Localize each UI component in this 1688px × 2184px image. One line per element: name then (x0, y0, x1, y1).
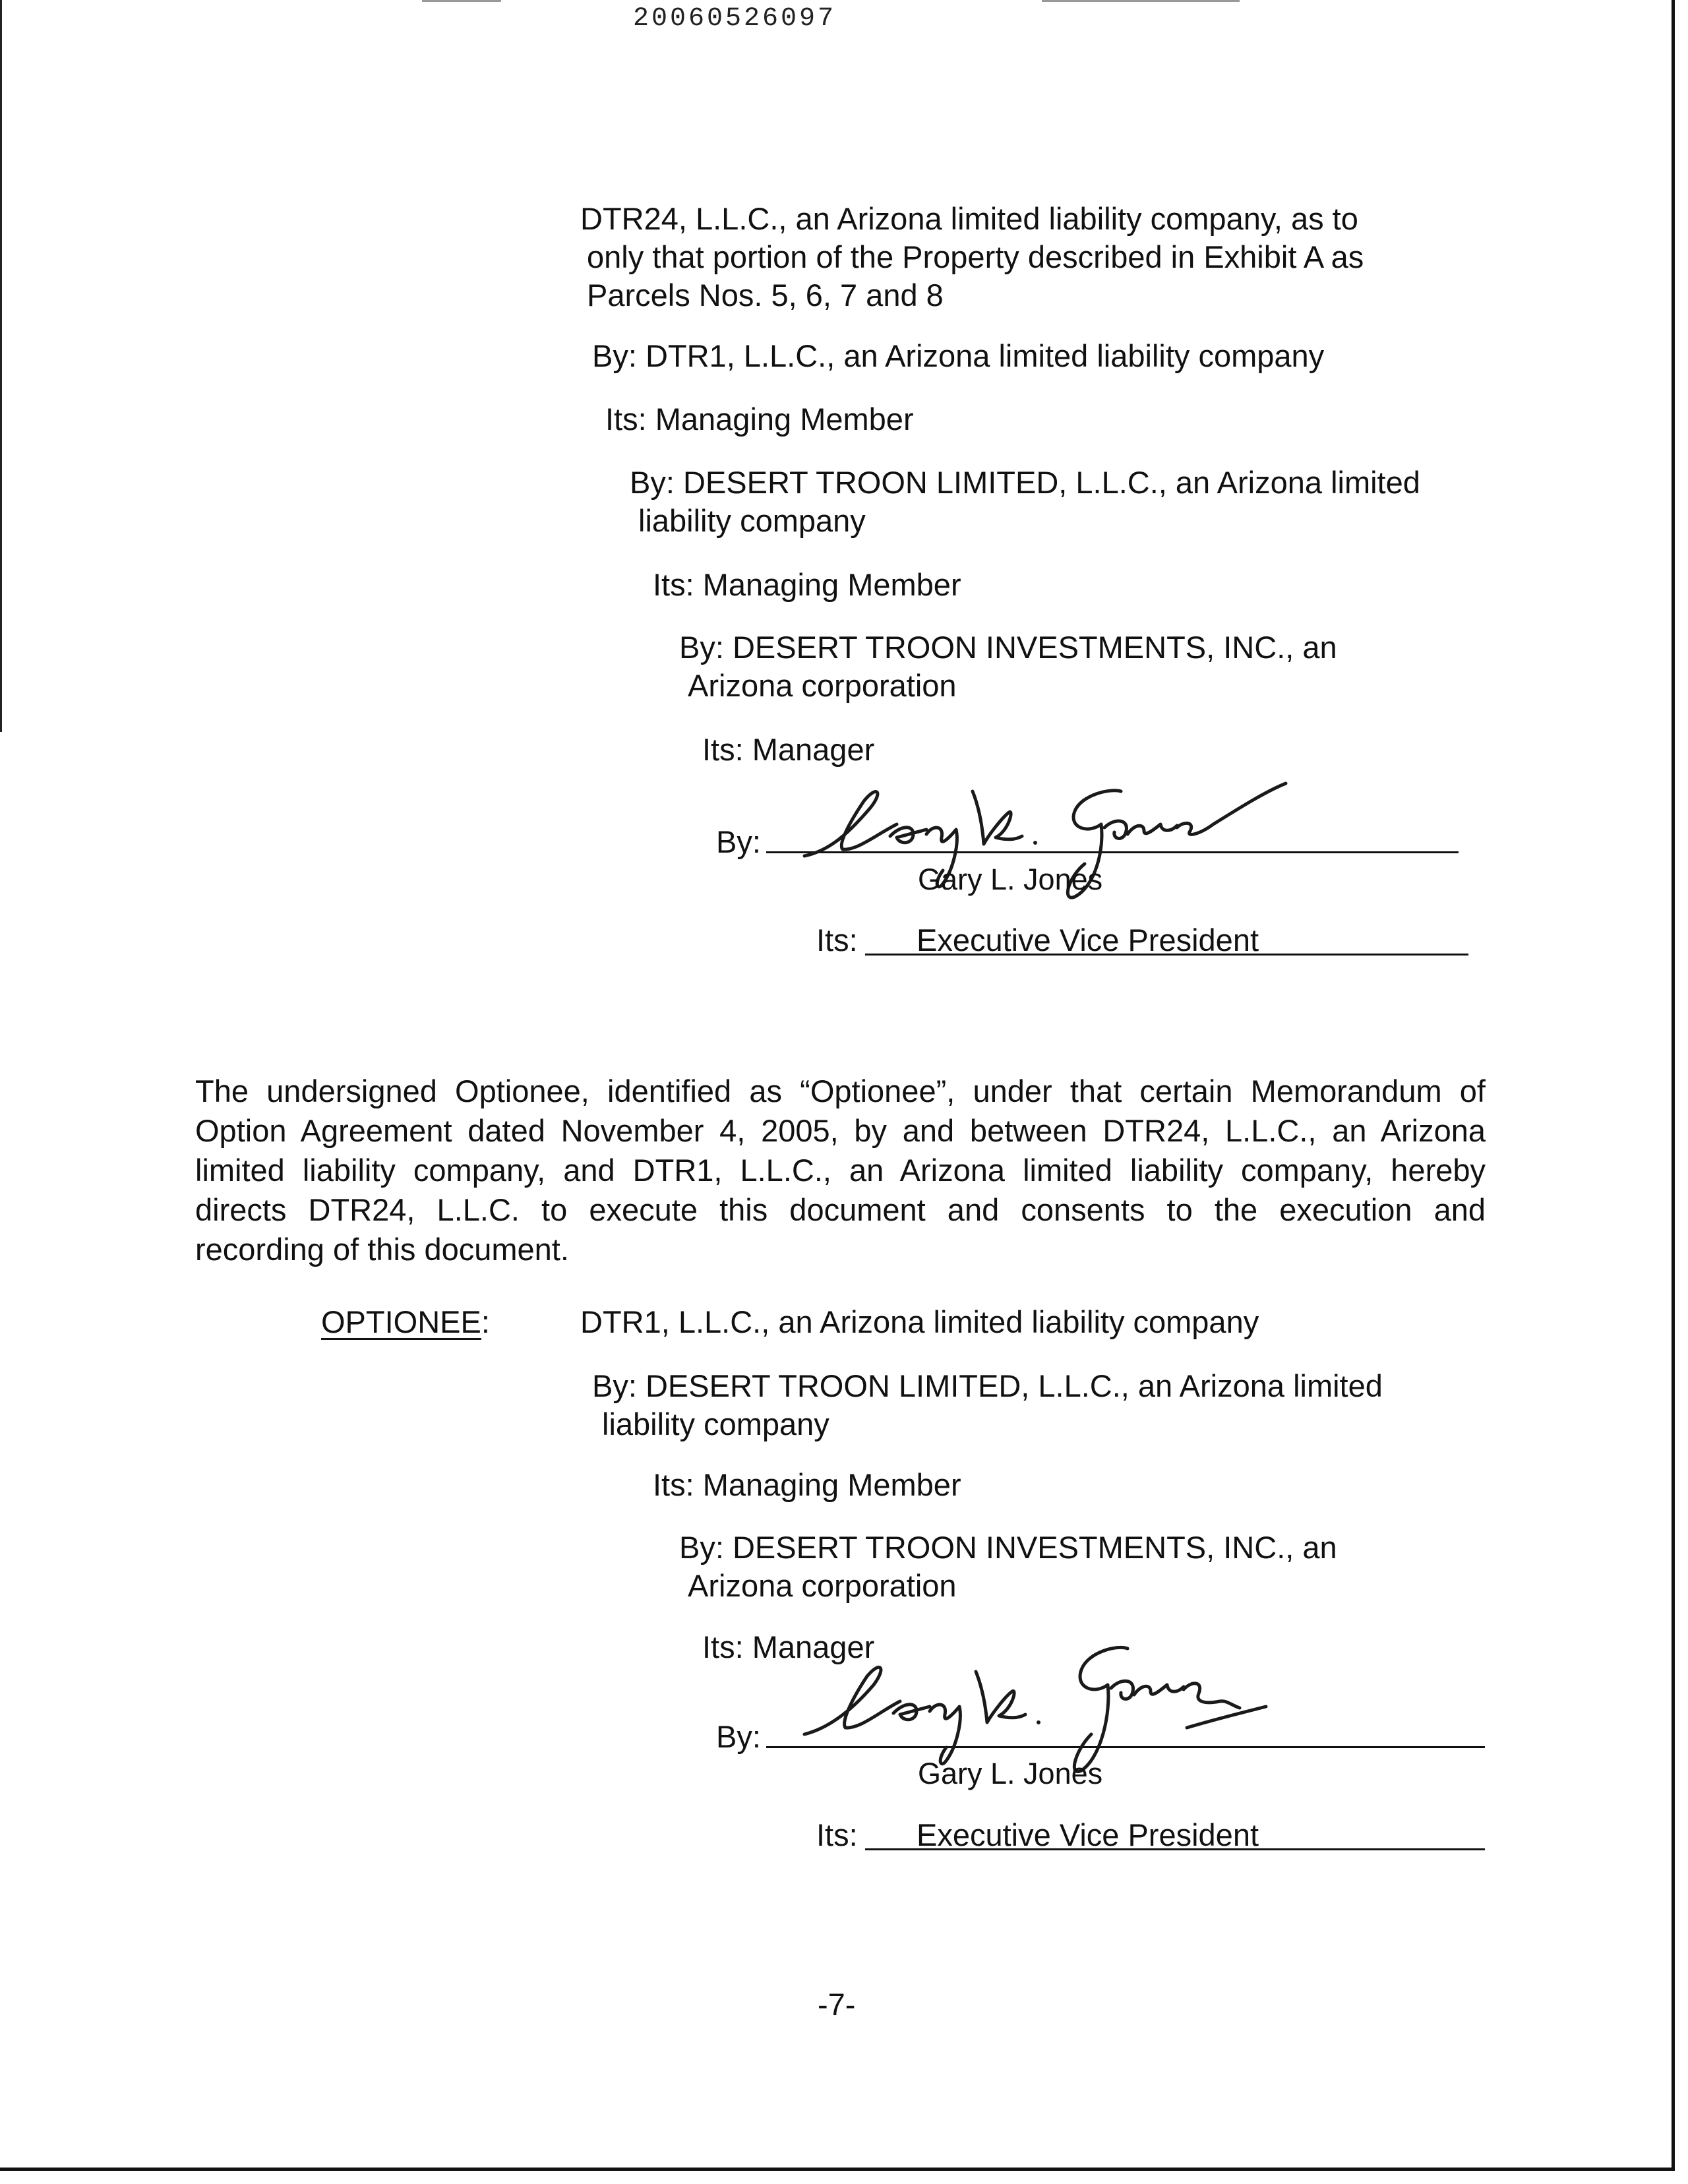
signer-name: Gary L. Jones (918, 1757, 1103, 1790)
by-line-continued: liability company (638, 503, 866, 538)
paragraph-line: limited liability company, and DTR1, L.L.C., an Arizona limited liability company, hereby (195, 1153, 1486, 1188)
entity-line: DTR24, L.L.C., an Arizona limited liability company, as to (580, 201, 1358, 236)
by-line: By: DESERT TROON LIMITED, L.L.C., an Arizona limited (630, 465, 1420, 500)
top-scan-mark (422, 0, 501, 2)
signer-title: Executive Vice President (917, 923, 1259, 957)
by-line: By: DESERT TROON INVESTMENTS, INC., an (679, 630, 1337, 665)
its-line: Its: Managing Member (605, 402, 914, 437)
its-line: Its: Manager (702, 732, 875, 767)
optionee-label: OPTIONEE: (321, 1304, 490, 1339)
entity-line: only that portion of the Property described in Exhibit A as (587, 239, 1364, 274)
its-line: Its: Managing Member (653, 1467, 961, 1502)
by-line-continued: Arizona corporation (688, 668, 957, 703)
signer-title: Executive Vice President (917, 1817, 1259, 1852)
paragraph-line: directs DTR24, L.L.C. to execute this document and consents to the execution and (195, 1192, 1486, 1227)
top-scan-mark (1042, 0, 1240, 2)
by-line: By: DESERT TROON INVESTMENTS, INC., an (679, 1530, 1337, 1565)
by-line-continued: liability company (602, 1407, 829, 1441)
by-line: By: DTR1, L.L.C., an Arizona limited liability company (592, 338, 1325, 373)
left-margin-rule (0, 0, 2, 732)
signature-by-label: By: (716, 824, 761, 859)
signer-name: Gary L. Jones (918, 863, 1103, 896)
signer-its-label: Its: (816, 923, 858, 957)
consent-paragraph (195, 1072, 1486, 1269)
by-line-continued: Arizona corporation (688, 1568, 957, 1603)
optionee-entity: DTR1, L.L.C., an Arizona limited liability company (580, 1304, 1259, 1339)
signer-its-label: Its: (816, 1817, 858, 1852)
its-line: Its: Managing Member (653, 567, 961, 602)
recording-number: 20060526097 (633, 4, 837, 34)
paragraph-line: recording of this document. (195, 1232, 569, 1267)
entity-line: Parcels Nos. 5, 6, 7 and 8 (587, 278, 944, 313)
signature-by-label: By: (716, 1719, 761, 1754)
its-line: Its: Manager (702, 1629, 875, 1664)
by-line: By: DESERT TROON LIMITED, L.L.C., an Arizona limited (592, 1368, 1383, 1403)
page-number: -7- (818, 1987, 856, 2022)
paragraph-line: The undersigned Optionee, identified as “Optionee”, under that certain Memorandum of (195, 1074, 1486, 1108)
paragraph-line: Option Agreement dated November 4, 2005, by and between DTR24, L.L.C., an Arizona (195, 1113, 1486, 1148)
